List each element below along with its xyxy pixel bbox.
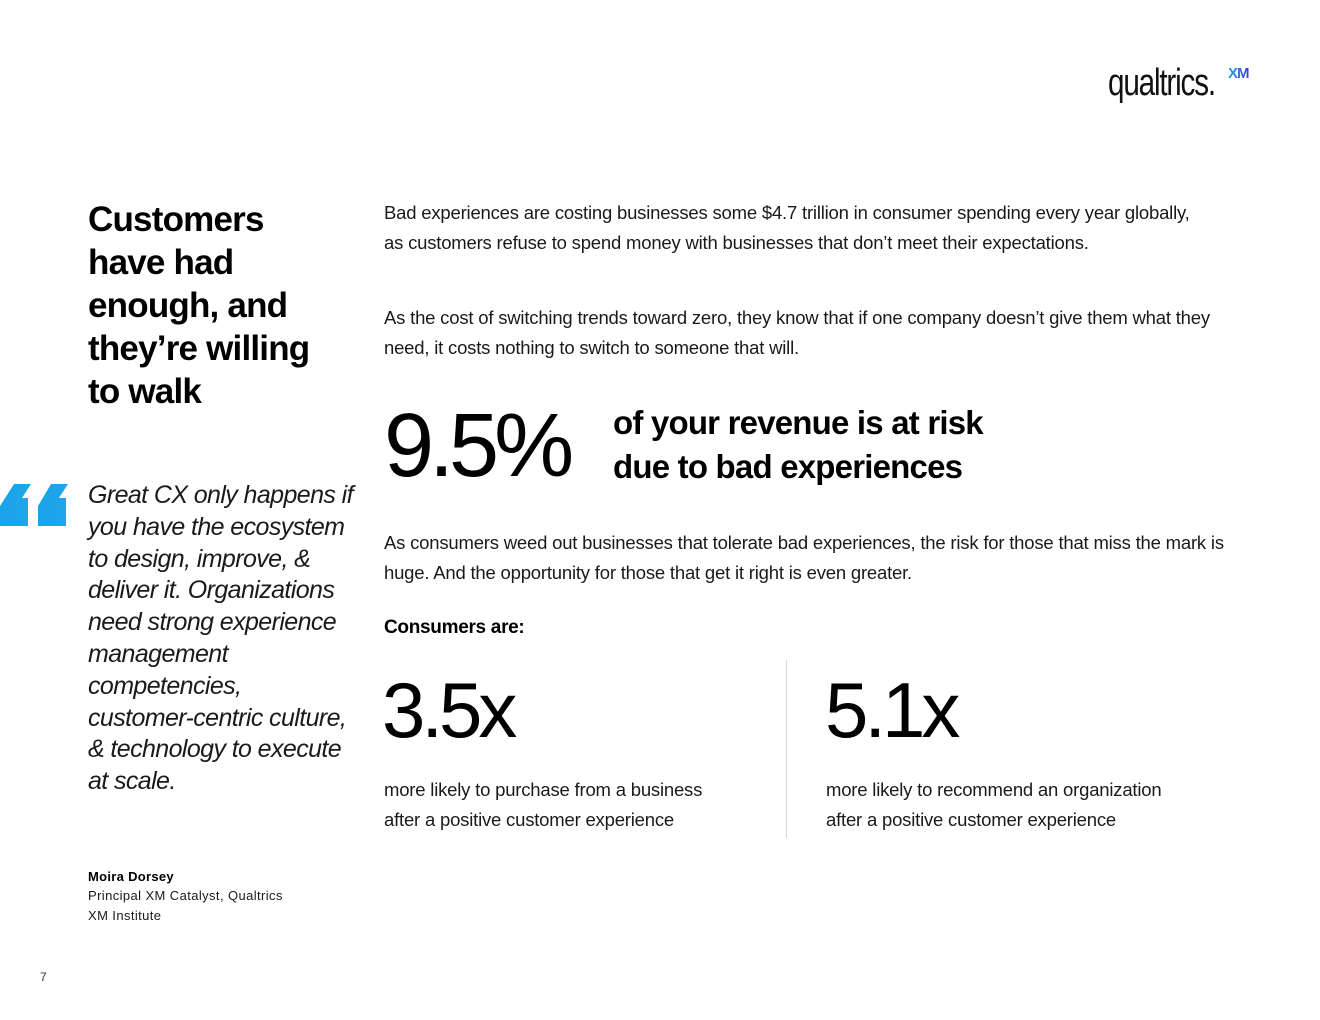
quote-author-role: Principal XM Catalyst, Qualtrics XM Institute	[88, 888, 283, 923]
pull-quote: Great CX only happens if you have the ecosystem to design, improve, & deliver it. Organizations need strong experience management competencies, customer-centric culture, & technology to execute at scale.	[88, 481, 353, 796]
page-number: 7	[40, 970, 47, 984]
qualtrics-logo	[1108, 62, 1258, 112]
revenue-risk-label	[613, 401, 1053, 489]
purchase-desc-line1: more likely to purchase from a business	[384, 779, 703, 800]
page-headline: Customers have had enough, and they’re willing to walk	[88, 200, 310, 411]
purchase-likelihood-desc	[384, 775, 764, 835]
quote-author: Moira Dorsey	[88, 869, 174, 884]
logo-xm-superscript: XM	[1228, 65, 1249, 82]
stat-divider	[786, 660, 787, 838]
purchase-likelihood-stat: 3.5x	[382, 666, 514, 754]
revenue-risk-label-line1: of your revenue is at risk	[613, 404, 983, 441]
quote-mark-icon	[0, 484, 70, 528]
recommend-likelihood-desc	[826, 775, 1246, 835]
switching-paragraph: As the cost of switching trends toward zero, they know that if one company doesn’t give them what they need, it costs nothing to switch to someone that will.	[384, 307, 1210, 358]
recommend-desc-line2: after a positive customer experience	[826, 809, 1116, 830]
consumers-label: Consumers are:	[384, 617, 525, 638]
recommend-likelihood-stat: 5.1x	[825, 666, 957, 754]
opportunity-paragraph: As consumers weed out businesses that tolerate bad experiences, the risk for those that miss the mark is huge. And the opportunity for those that get it right is even greater.	[384, 532, 1224, 583]
recommend-desc-line1: more likely to recommend an organization	[826, 779, 1162, 800]
revenue-risk-label-line2: due to bad experiences	[613, 448, 963, 485]
intro-paragraph: Bad experiences are costing businesses some $4.7 trillion in consumer spending every year globally, as customers refuse to spend money with businesses that don’t meet their expectations.	[384, 202, 1190, 253]
revenue-risk-stat: 9.5%	[384, 396, 570, 496]
logo-wordmark: qualtrics.	[1108, 62, 1215, 104]
purchase-desc-line2: after a positive customer experience	[384, 809, 674, 830]
